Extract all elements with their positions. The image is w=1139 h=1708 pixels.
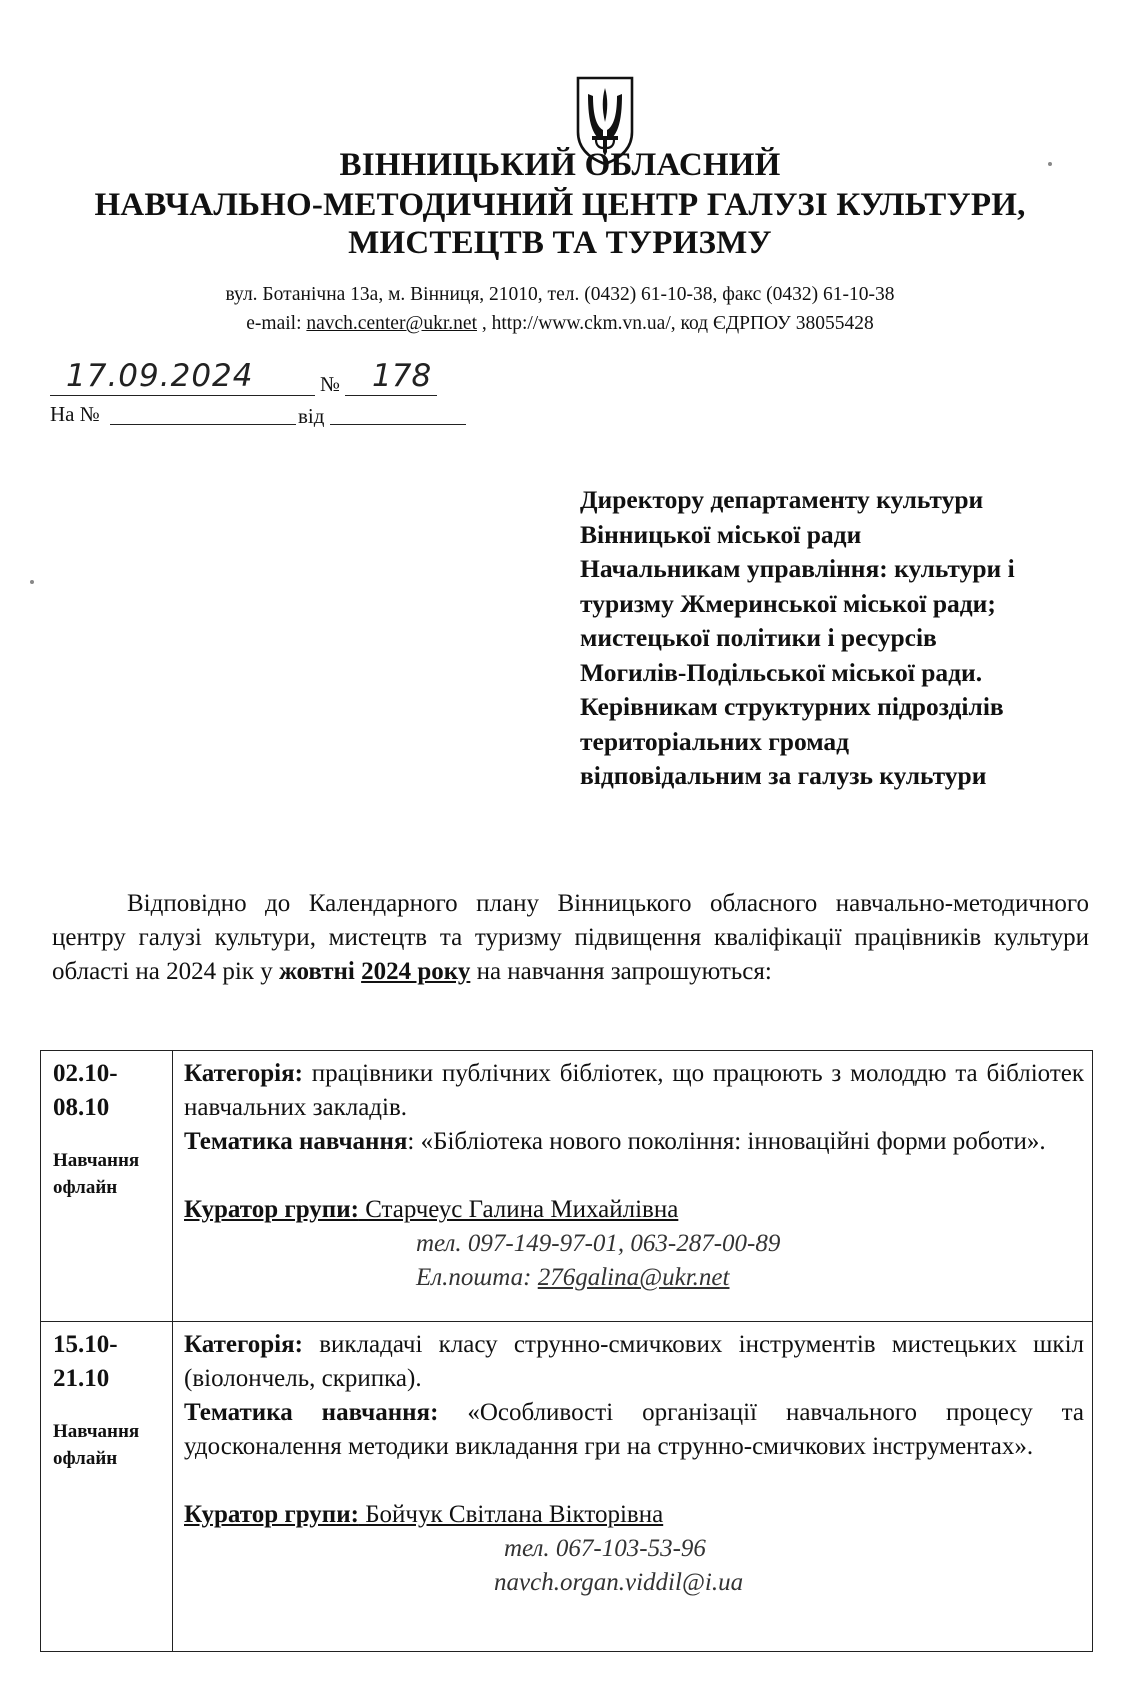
recipient-line: відповідальним за галузь культури xyxy=(580,761,987,790)
scan-speck xyxy=(1048,162,1052,166)
recipient-line: Могилів-Подільської міської ради. xyxy=(580,657,983,687)
date-end: 21.10 xyxy=(53,1365,110,1392)
details-cell xyxy=(173,1322,1093,1652)
topic-paragraph xyxy=(184,1125,1084,1159)
curator-label: Куратор групи: xyxy=(184,1196,359,1223)
org-title-line-1: ВІННИЦЬКИЙ ОБЛАСНИЙ xyxy=(339,147,781,183)
web-and-code: , http://www.ckm.vn.ua/, код ЄДРПОУ 38055428 xyxy=(477,313,874,334)
recipient-line: територіальних громад xyxy=(580,726,850,756)
category-label: Категорія: xyxy=(184,1331,303,1358)
curator-phone: тел. 067-103-53-96 xyxy=(504,1535,706,1562)
body-month: жовтні xyxy=(278,958,355,985)
date-end: 08.10 xyxy=(53,1094,110,1121)
topic-paragraph xyxy=(184,1396,1084,1464)
recipient-line: Директору департаменту культури xyxy=(580,485,984,514)
recipient-line: мистецької політики і ресурсів xyxy=(580,623,937,652)
training-mode: Навчання офлайн xyxy=(53,1421,140,1469)
org-contacts xyxy=(60,312,1060,336)
body-text-start: Відповідно до Календарного плану Вінницького обласного навчально-методичного центру галузі культури, мистецтв та туризму підвищення кваліфікації працівників культури області на 2024 рік у xyxy=(52,890,1089,985)
recipient-line: туризму Жмеринської міської ради; xyxy=(580,588,996,618)
scan-speck xyxy=(30,580,34,584)
number-label: № xyxy=(320,372,341,396)
category-label: Категорія: xyxy=(184,1060,303,1087)
handwritten-number: 178 xyxy=(372,358,432,394)
curator-name: Бойчук Світлана Вікторівна xyxy=(358,1501,664,1528)
curator-line xyxy=(184,1498,1084,1532)
body-paragraph xyxy=(52,887,1089,989)
date-cell xyxy=(41,1322,173,1652)
training-mode: Навчання офлайн xyxy=(53,1150,140,1198)
date-cell xyxy=(41,1051,173,1322)
org-title-line-2: НАВЧАЛЬНО-МЕТОДИЧНИЙ ЦЕНТР ГАЛУЗІ КУЛЬТУРИ, xyxy=(94,187,1026,223)
topic-text: : «Бібліотека нового покоління: інноваційні форми роботи». xyxy=(407,1128,1046,1155)
recipient-line: Керівникам структурних підрозділів xyxy=(580,692,1004,721)
topic-label: Тематика навчання xyxy=(184,1128,408,1155)
ref-label: На № xyxy=(50,402,100,426)
email-prefix: e-mail: xyxy=(246,313,307,334)
curator-email-line xyxy=(184,1261,1084,1295)
curator-line xyxy=(184,1193,1084,1227)
recipient-line: Вінницької міської ради xyxy=(580,519,862,549)
date-start: 02.10- xyxy=(53,1060,118,1087)
category-text: працівники публічних бібліотек, що працюють з молоддю та бібліотек навчальних закладів. xyxy=(184,1060,1084,1121)
ref-underline xyxy=(110,424,296,425)
handwritten-date: 17.09.2024 xyxy=(66,358,254,394)
category-paragraph xyxy=(184,1328,1084,1396)
date-underline xyxy=(50,395,315,396)
recipients-block xyxy=(580,483,1100,794)
org-address: вул. Ботанічна 13а, м. Вінниця, 21010, тел. (0432) 61-10-38, факс (0432) 61-10-38 xyxy=(225,284,895,305)
from-label: від xyxy=(298,404,325,428)
email-label: Ел.пошта: xyxy=(416,1264,538,1291)
topic-label: Тематика навчання: xyxy=(184,1399,439,1426)
body-year: 2024 року xyxy=(361,958,471,985)
curator-email-link[interactable]: 276galina@ukr.net xyxy=(537,1264,730,1291)
org-email-link[interactable]: navch.center@ukr.net xyxy=(306,313,478,334)
schedule-table xyxy=(40,1050,1093,1652)
curator-email-line xyxy=(184,1566,1084,1600)
from-underline xyxy=(330,424,466,425)
curator-name: Старчеус Галина Михайлівна xyxy=(358,1196,679,1223)
category-text: викладачі класу струнно-смичкових інструментів мистецьких шкіл (віолончель, скрипка). xyxy=(184,1331,1084,1392)
details-cell xyxy=(173,1051,1093,1322)
recipient-line: Начальникам управління: культури і xyxy=(580,554,1015,583)
curator-label: Куратор групи: xyxy=(184,1501,359,1528)
date-start: 15.10- xyxy=(53,1331,118,1358)
org-title-line-3: МИСТЕЦТВ ТА ТУРИЗМУ xyxy=(348,225,772,261)
topic-text: «Особливості організації навчального процесу та удосконалення методики викладання гри на струнно-смичкових інструментах». xyxy=(184,1399,1084,1460)
category-paragraph xyxy=(184,1057,1084,1125)
curator-phone: тел. 097-149-97-01, 063-287-00-89 xyxy=(416,1230,781,1257)
table-row xyxy=(41,1051,1093,1322)
curator-email-link[interactable]: navch.organ.viddil@i.ua xyxy=(494,1569,744,1596)
body-text-end: на навчання запрошуються: xyxy=(470,958,772,985)
number-underline xyxy=(345,395,437,396)
table-row xyxy=(41,1322,1093,1652)
